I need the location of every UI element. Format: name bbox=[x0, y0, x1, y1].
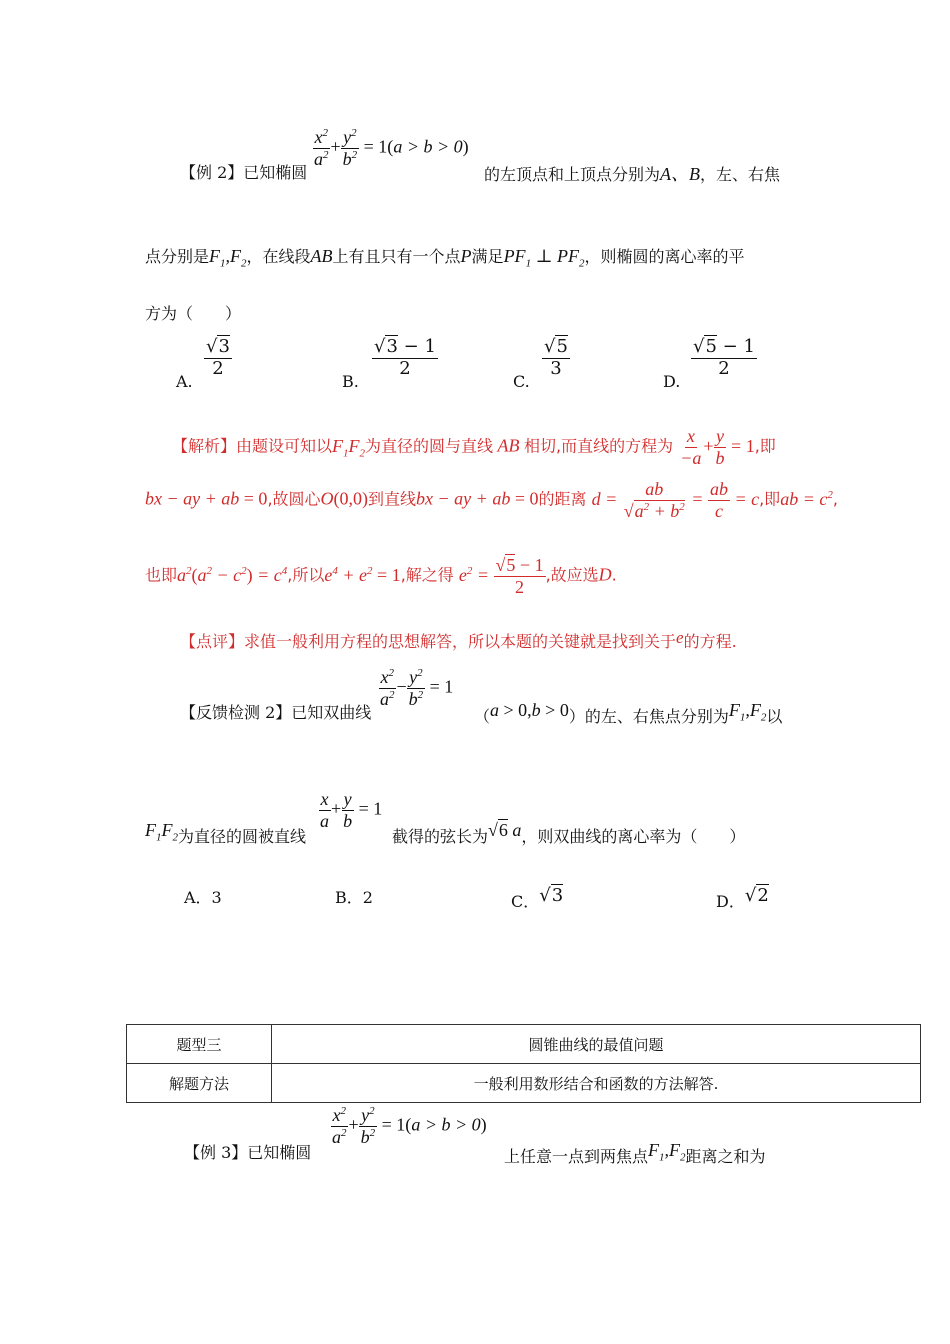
example2-line1-rest: 的左顶点和上顶点分别为A、B，左、右焦 bbox=[484, 164, 781, 184]
feedback-option-b: B．2 bbox=[335, 888, 373, 907]
option-c-value: $\frac{√5}{3}$ bbox=[544, 336, 568, 379]
example3-line1-rest: 上任意一点到两焦点$F_1,F_2$距离之和为 bbox=[504, 1140, 766, 1166]
ellipse-equation: $\frac{x^2}{a^2}$ + $\frac{y^2}{b^2}$ = 1(a > b > 0) bbox=[314, 127, 469, 169]
option-a-value: $\frac{√3}{2}$ bbox=[206, 336, 230, 379]
feedback-line2: $F_1F_2$为直径的圆被直线 bbox=[145, 820, 307, 846]
feedback-line1-rest: （a > 0,b > 0）的左、右焦点分别为$F_1,F_2$以 bbox=[474, 700, 783, 726]
option-c: C. bbox=[513, 372, 530, 391]
analysis-line3: 也即$a^2(a^2 - c^2) = c^4$,所以$e^4 + e^2 = 1$,解之得 $e^2$ = $\frac{√5 - 1}{2}$ ,故应选D. bbox=[145, 555, 617, 597]
table-cell: 一般利用数形结合和函数的方法解答. bbox=[272, 1064, 921, 1103]
comment-line: 【点评】求值一般利用方程的思想解答，所以本题的关键就是找到关于e的方程. bbox=[180, 628, 737, 651]
ellipse-equation-2: $\frac{x^2}{a^2}$ + $\frac{y^2}{b^2}$ = 1(a > b > 0) bbox=[332, 1105, 487, 1147]
option-b: B. bbox=[342, 372, 359, 391]
comment-label: 【点评】 bbox=[180, 632, 245, 651]
example2-line3: 方为（ ） bbox=[145, 304, 242, 323]
option-d-value: $\frac{√5 - 1}{2}$ bbox=[693, 336, 755, 379]
feedback-line2-rest: 截得的弦长为√6 a，则双曲线的离心率为（ ） bbox=[392, 820, 746, 846]
feedback-option-c: C．√3 bbox=[511, 885, 564, 911]
option-b-value: $\frac{√3 - 1}{2}$ bbox=[374, 336, 436, 379]
analysis-line1: 【解析】由题设可知以$F_1F_2$为直径的圆与直线 AB 相切,而直线的方程为 $\frac{x}{-a}$ + $\frac{y}{b}$ = 1,即 bbox=[172, 426, 776, 468]
feedback-option-a: A．3 bbox=[184, 888, 222, 907]
feedback-label: 【反馈检测 2】 bbox=[180, 703, 292, 722]
table-cell: 题型三 bbox=[127, 1025, 272, 1064]
example3-label: 【例 3】 bbox=[184, 1143, 248, 1162]
feedback-option-d: D．√2 bbox=[716, 885, 769, 911]
table-cell: 解题方法 bbox=[127, 1064, 272, 1103]
table-row bbox=[127, 1064, 921, 1103]
example2-line1: 【例 2】已知椭圆 bbox=[180, 163, 308, 182]
table-row bbox=[127, 1025, 921, 1064]
hyperbola-equation: $\frac{x^2}{a^2}$ − $\frac{y^2}{b^2}$ = 1 bbox=[380, 667, 454, 709]
option-a: A. bbox=[176, 372, 193, 391]
example2-label: 【例 2】 bbox=[180, 163, 244, 182]
line-equation: $\frac{x}{a}$ + $\frac{y}{b}$ = 1 bbox=[320, 789, 383, 831]
example3-line1: 【例 3】已知椭圆 bbox=[184, 1143, 312, 1162]
table-cell: 圆锥曲线的最值问题 bbox=[272, 1025, 921, 1064]
option-d: D. bbox=[663, 372, 681, 391]
feedback-line1: 【反馈检测 2】已知双曲线 bbox=[180, 703, 372, 722]
example2-line2: 点分别是$F_1,F_2$，在线段AB上有且只有一个点P满足$PF_1$ ⊥ $PF_2$，则椭圆的离心率的平 bbox=[145, 246, 745, 270]
analysis-line2: bx − ay + ab = 0,故圆心O(0,0)到直线bx − ay + ab = 0的距离 d = $\frac{ab}{√a^2 + b^2}$ = $\frac{ab}{c}$ = c,即ab = $c^2$, bbox=[145, 479, 838, 521]
analysis-label: 【解析】 bbox=[172, 436, 237, 456]
method-table bbox=[126, 1024, 921, 1103]
